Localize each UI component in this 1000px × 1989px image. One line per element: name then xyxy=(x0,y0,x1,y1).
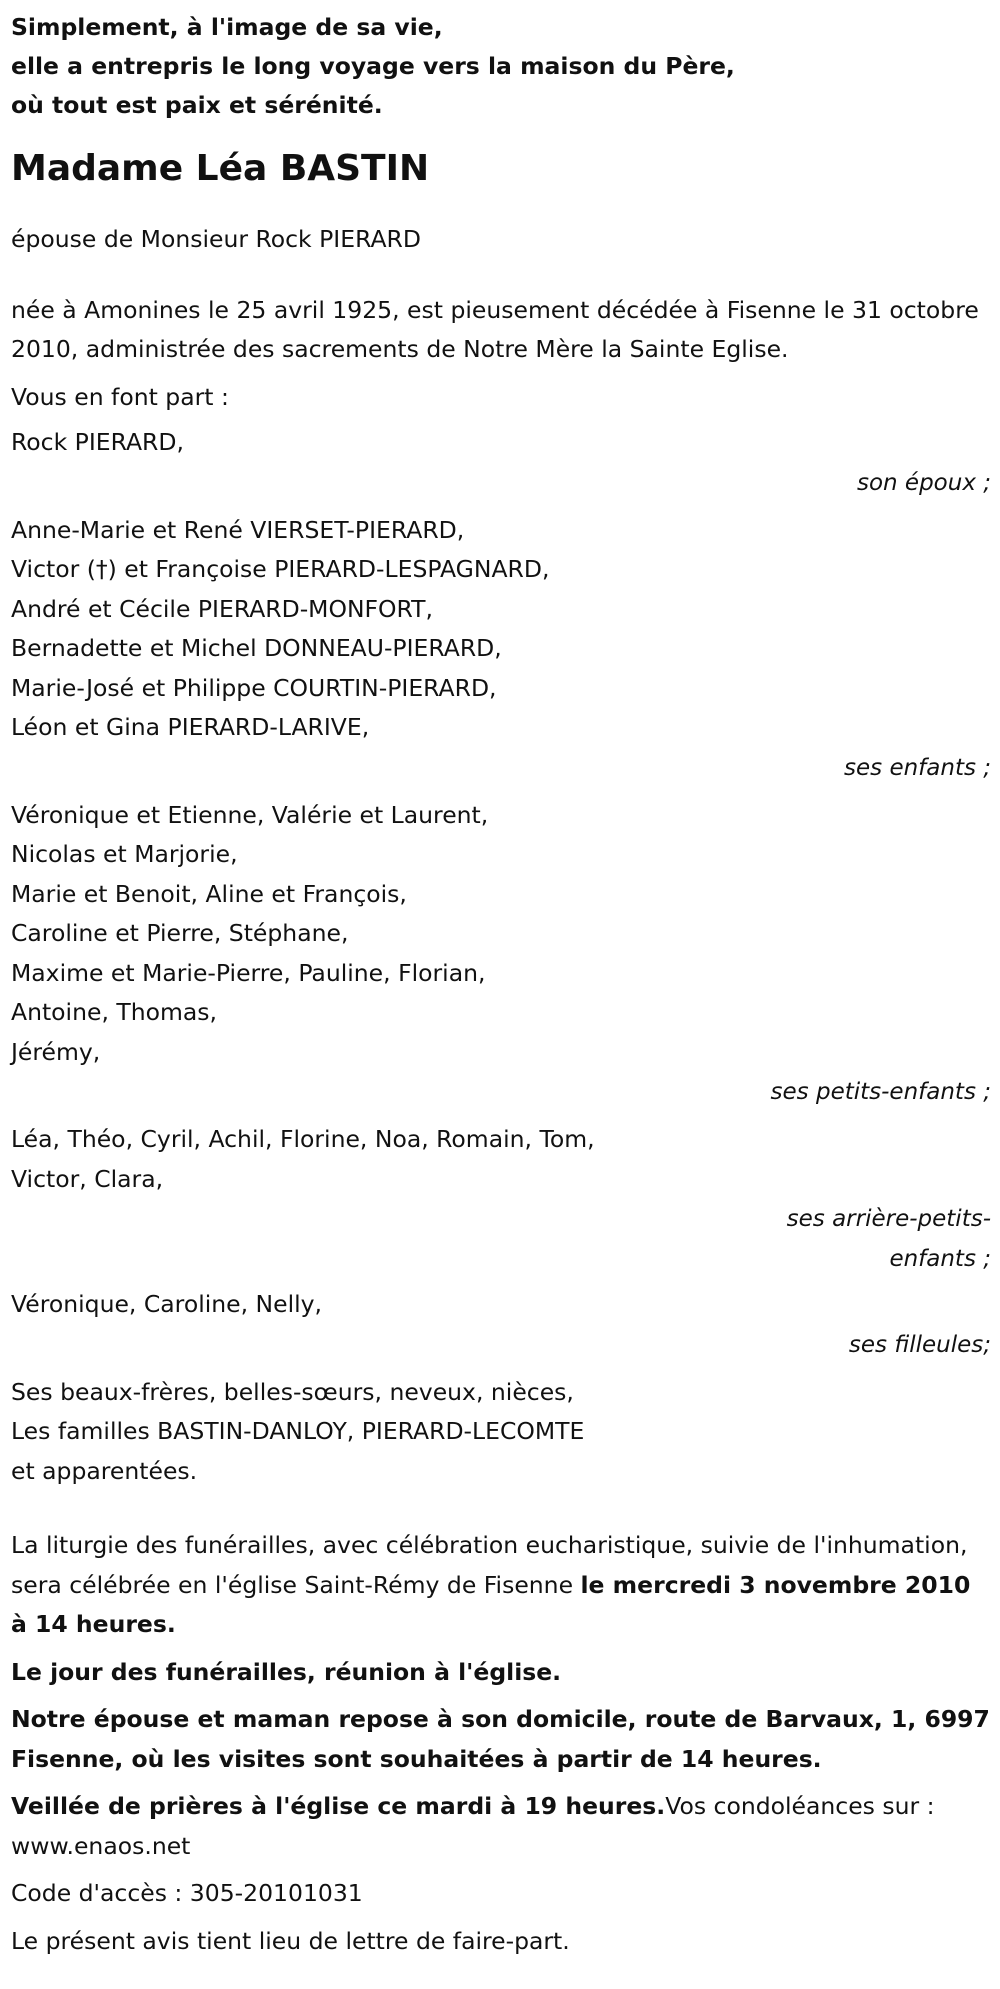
rest-notice: Notre épouse et maman repose à son domicile, route de Barvaux, 1, 6997 Fisenne, où les visites sont souhaitées à partir de 14 heures. xyxy=(11,1705,990,1773)
liturgy-date: le mercredi 3 novembre 2010 à 14 heures. xyxy=(11,1570,971,1638)
family-group-goddaughters xyxy=(11,1285,991,1365)
liturgy-text: La liturgie des funérailles, avec célébration eucharistique, suivie de l'inhumation, sera célébrée en l'église Saint-Rémy de Fisenne xyxy=(11,1531,968,1599)
intro-verse xyxy=(11,8,991,125)
family-name-line: et apparentées. xyxy=(11,1456,198,1485)
closing-note: Le présent avis tient lieu de lettre de faire-part. xyxy=(11,1926,570,1955)
family-name-line: Nicolas et Marjorie, xyxy=(11,840,238,868)
family-name-line: Victor (†) et Françoise PIERARD-LESPAGNARD, xyxy=(11,555,550,583)
birth-death-paragraph: née à Amonines le 25 avril 1925, est pieusement décédée à Fisenne le 31 octobre 2010, administrée des sacrements de Notre Mère la Sainte Eglise. xyxy=(11,295,979,363)
vigil-notice: Veillée de prières à l'église ce mardi à 19 heures. xyxy=(11,1792,666,1820)
family-name-line: Jérémy, xyxy=(11,1037,101,1066)
family-group-extended xyxy=(11,1373,991,1492)
intro-line: elle a entrepris le long voyage vers la maison du Père, xyxy=(11,52,735,80)
family-name-line: Marie-José et Philippe COURTIN-PIERARD, xyxy=(11,673,497,702)
family-name-line: Maxime et Marie-Pierre, Pauline, Florian, xyxy=(11,958,486,987)
deceased-name: Madame Léa BASTIN xyxy=(11,148,430,189)
family-name-line: Véronique, Caroline, Nelly, xyxy=(11,1290,323,1318)
obituary-notice xyxy=(11,8,991,1961)
intro-line: où tout est paix et sérénité. xyxy=(11,91,383,119)
relation-label: ses arrière-petits-enfants ; xyxy=(786,1206,991,1272)
vigil-paragraph xyxy=(11,1787,991,1866)
announce-label: Vous en font part : xyxy=(11,382,229,411)
family-name-line: Marie et Benoit, Aline et François, xyxy=(11,879,407,908)
spouse-line: épouse de Monsieur Rock PIERARD xyxy=(11,225,421,253)
relation-label: ses enfants ; xyxy=(844,754,991,781)
family-name-line: Véronique et Etienne, Valérie et Laurent, xyxy=(11,800,489,829)
family-name-line: Ses beaux-frères, belles-sœurs, neveux, nièces, xyxy=(11,1377,574,1406)
liturgy-paragraph xyxy=(11,1526,991,1645)
relation-label: son époux ; xyxy=(856,469,991,496)
condolences-text: Vos condoléances sur : www.enaos.net xyxy=(11,1792,935,1860)
family-name-line: Caroline et Pierre, Stéphane, xyxy=(11,919,349,947)
family-group-spouse xyxy=(11,423,991,503)
family-name-line: Les familles BASTIN-DANLOY, PIERARD-LECOMTE xyxy=(11,1417,585,1445)
family-name-line: Bernadette et Michel DONNEAU-PIERARD, xyxy=(11,634,502,662)
family-group-children xyxy=(11,511,991,788)
family-name-line: Léon et Gina PIERARD-LARIVE, xyxy=(11,713,370,741)
relation-label: ses petits-enfants ; xyxy=(770,1079,991,1105)
family-name-line: Antoine, Thomas, xyxy=(11,998,218,1026)
family-group-great-grandchildren xyxy=(11,1120,991,1279)
meeting-notice: Le jour des funérailles, réunion à l'église. xyxy=(11,1657,562,1686)
family-name-line: Anne-Marie et René VIERSET-PIERARD, xyxy=(11,515,465,544)
family-name-line: Rock PIERARD, xyxy=(11,428,184,456)
family-group-grandchildren xyxy=(11,796,991,1113)
intro-line: Simplement, à l'image de sa vie, xyxy=(11,13,443,41)
relation-label: ses filleules; xyxy=(848,1331,991,1358)
family-name-line: André et Cécile PIERARD-MONFORT, xyxy=(11,594,433,623)
access-code: Code d'accès : 305-20101031 xyxy=(11,1879,363,1907)
family-name-line: Victor, Clara, xyxy=(11,1164,164,1193)
family-name-line: Léa, Théo, Cyril, Achil, Florine, Noa, Romain, Tom, xyxy=(11,1125,595,1153)
